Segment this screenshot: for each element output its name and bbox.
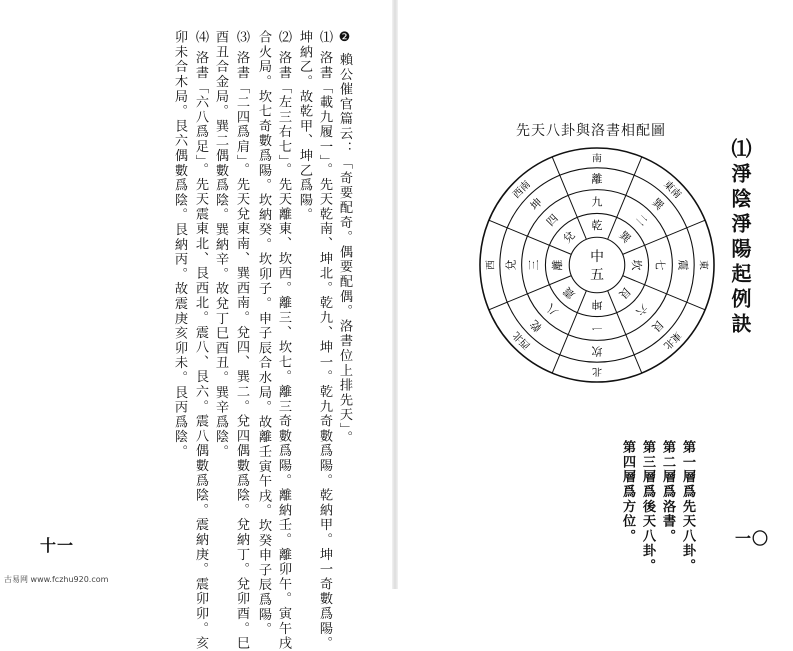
houtian-trigram-label: 兌 (504, 259, 518, 271)
book-gutter (392, 0, 398, 589)
legend-line: 第二層爲洛書。 (660, 440, 675, 544)
direction-label: 西北 (511, 329, 533, 351)
direction-label: 東 (697, 260, 709, 270)
xiantian-trigram-label: 巽 (616, 228, 634, 246)
xiantian-trigram-label: 離 (551, 259, 565, 271)
text-column: ⑵ 洛書「左三右七」。先天離東、坎西。離三、坎七。離三奇數爲陽。離納壬。離卯午。寅午戌 (276, 30, 291, 651)
diagram-title: 先天八卦與洛書相配圖 (516, 123, 666, 139)
direction-label: 北 (592, 365, 602, 377)
houtian-trigram-label: 震 (676, 259, 690, 271)
text-column: 卯未合木局。艮六偶數爲陰。艮納丙。故震庚亥卯未。艮丙爲陰。 (172, 30, 187, 460)
text-column: ❷ 賴公催官篇云：「奇要配奇。偶要配偶。洛書位上排先天」。 (337, 30, 352, 446)
direction-label: 西南 (511, 179, 533, 201)
text-column: 合火局。坎七奇數爲陽。坎納癸。坎卯子。申子辰合水局。故離壬寅午戌。坎癸申子辰爲陽。 (256, 30, 271, 637)
center-label: 中 (590, 249, 604, 266)
page-number-right: 一〇 (735, 529, 770, 548)
luoshu-number-label: 九 (591, 195, 603, 209)
houtian-trigram-label: 艮 (649, 317, 667, 335)
bagua-wheel-diagram (478, 146, 716, 384)
xiantian-trigram-label: 乾 (591, 219, 603, 233)
xiantian-trigram-label: 震 (560, 284, 578, 302)
text-column: 坤納乙。故乾甲、坤乙爲陽。 (297, 30, 312, 223)
houtian-trigram-label: 離 (591, 172, 603, 186)
text-column: ⑷ 洛書「六八爲足」。先天震東北、艮西北。震八、艮六。震八偶數爲陰。震納庚。震卯卯。亥 (193, 30, 208, 651)
xiantian-trigram-label: 坎 (629, 259, 643, 271)
direction-label: 西 (485, 260, 497, 270)
legend-line: 第三層爲後天八卦。 (640, 440, 655, 574)
legend-line: 第一層爲先天八卦。 (680, 440, 695, 574)
luoshu-number-label: 七 (653, 259, 667, 271)
luoshu-number-label: 一 (591, 321, 603, 335)
text-column: ⑶ 洛書「二四爲肩」。先天兌東南、巽西南。兌四、巽二。兌四偶數爲陰。兌納丁。兌卯酉。巳 (234, 30, 249, 651)
text-column: ⑴ 洛書「載九履一」。先天乾南、坤北。乾九、坤一。乾九奇數爲陽。乾納甲。坤一奇數爲陽。 (317, 30, 332, 651)
houtian-trigram-label: 坎 (591, 344, 603, 358)
luoshu-number-label: 六 (633, 301, 651, 319)
xiantian-trigram-label: 坤 (591, 297, 603, 311)
legend-line: 第四層爲方位。 (620, 440, 635, 544)
xiantian-trigram-label: 兌 (560, 228, 578, 246)
text-column: 酉丑合金局。巽二偶數爲陰。巽納辛。故兌丁巳酉丑。巽辛爲陰。 (213, 30, 228, 460)
section-title: ⑴淨陰淨陽起例訣 (728, 138, 752, 338)
site-watermark: 古易网 www.fczhu920.com (4, 575, 109, 584)
houtian-trigram-label: 乾 (527, 317, 545, 335)
houtian-trigram-label: 坤 (527, 195, 545, 213)
luoshu-number-label: 八 (543, 301, 561, 319)
luoshu-number-label: 三 (527, 259, 541, 271)
luoshu-number-label: 二 (633, 211, 651, 229)
luoshu-number-label: 四 (543, 211, 561, 229)
page-number-left: 十一 (40, 536, 75, 555)
center-label: 五 (590, 266, 604, 283)
houtian-trigram-label: 巽 (649, 195, 667, 213)
xiantian-trigram-label: 艮 (616, 284, 634, 302)
direction-label: 南 (592, 153, 602, 165)
direction-label: 東北 (661, 329, 683, 351)
direction-label: 東南 (661, 179, 683, 201)
